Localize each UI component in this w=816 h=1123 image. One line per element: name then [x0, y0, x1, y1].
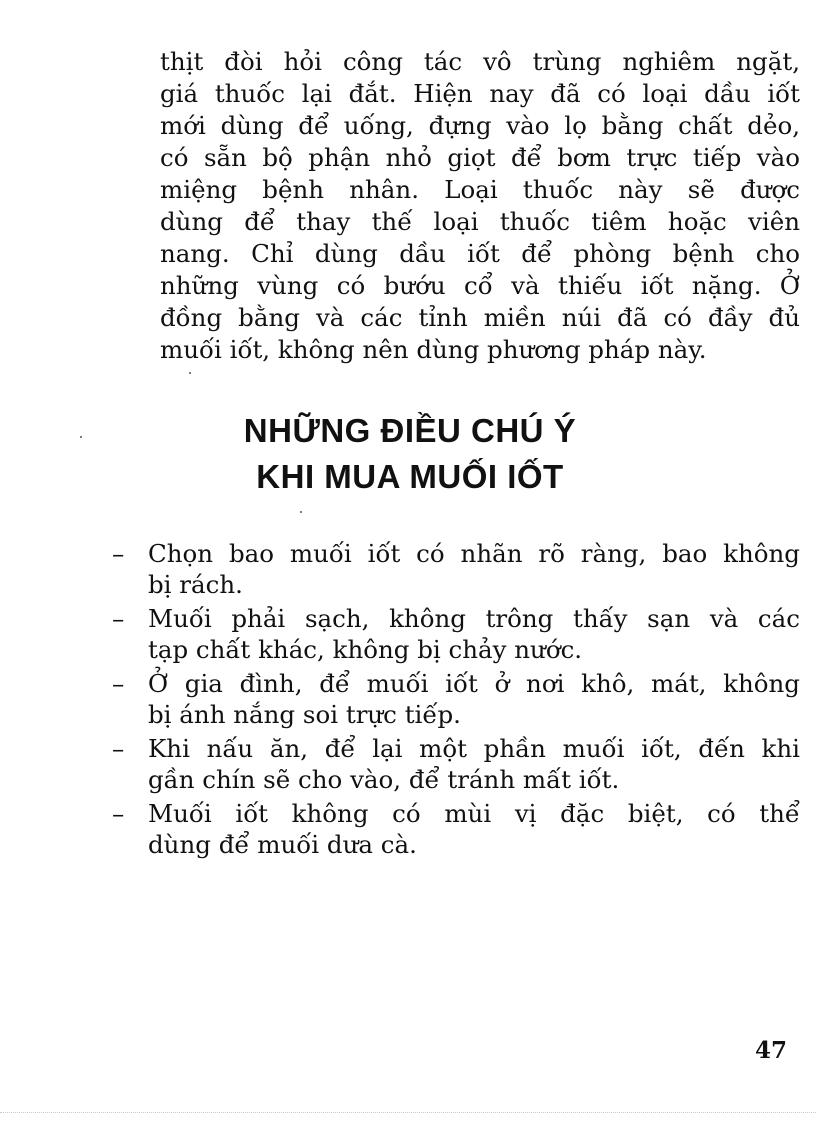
section-heading-line-2: KHI MUA MUỐI IỐT [256, 458, 564, 495]
list-item-line: tạp chất khác, không bị chảy nước. [148, 635, 583, 664]
list-item-line: Muối phải sạch, không trông thấy sạn và các [148, 604, 800, 633]
list-item-line: gần chín sẽ cho vào, để tránh mất iốt. [148, 765, 620, 794]
intro-line: mới dùng để uống, đựng vào lọ bằng chất dẻo, [160, 111, 800, 140]
list-item [104, 538, 800, 600]
intro-paragraph [160, 46, 800, 366]
list-item-line: bị rách. [148, 570, 243, 599]
list-item-line: Muối iốt không có mùi vị đặc biệt, có thể [148, 799, 800, 828]
intro-line: đồng bằng và các tỉnh miền núi đã có đầy đủ [160, 303, 800, 332]
dash-marker: – [112, 734, 125, 763]
list-item-line: Ở gia đình, để muối iốt ở nơi khô, mát, không [148, 669, 800, 698]
intro-line: thịt đòi hỏi công tác vô trùng nghiêm ngặt, [160, 47, 800, 76]
page-number: 47 [755, 1037, 788, 1064]
list-item-line: dùng để muối dưa cà. [148, 830, 417, 859]
list-item-line: Khi nấu ăn, để lại một phần muối iốt, đến khi [148, 734, 800, 763]
list-item-line: Chọn bao muối iốt có nhãn rõ ràng, bao không [148, 539, 800, 568]
list-item [104, 733, 800, 795]
list-item [104, 668, 800, 730]
intro-line: dùng để thay thế loại thuốc tiêm hoặc viên [160, 207, 800, 236]
section-heading-line-1: NHỮNG ĐIỀU CHÚ Ý [243, 412, 577, 449]
bullet-list [104, 538, 800, 863]
intro-line: miệng bệnh nhân. Loại thuốc này sẽ được [160, 175, 800, 204]
page-bottom-edge [0, 1112, 816, 1113]
scan-speck [189, 372, 191, 374]
dash-marker: – [112, 604, 125, 633]
dash-marker: – [112, 539, 125, 568]
list-item [104, 603, 800, 665]
dash-marker: – [112, 799, 125, 828]
intro-line: có sẵn bộ phận nhỏ giọt để bơm trực tiếp vào [160, 143, 800, 172]
intro-line: muối iốt, không nên dùng phương pháp này. [160, 335, 707, 364]
list-item [104, 798, 800, 860]
dash-marker: – [112, 669, 125, 698]
intro-line: giá thuốc lại đắt. Hiện nay đã có loại dầu iốt [160, 79, 800, 108]
list-item-line: bị ánh nắng soi trực tiếp. [148, 700, 461, 729]
section-heading [160, 408, 660, 500]
intro-line: nang. Chỉ dùng dầu iốt để phòng bệnh cho [160, 239, 800, 268]
intro-line: những vùng có bướu cổ và thiếu iốt nặng. Ở [160, 271, 800, 300]
scan-speck [300, 511, 302, 513]
scan-speck [80, 436, 82, 438]
